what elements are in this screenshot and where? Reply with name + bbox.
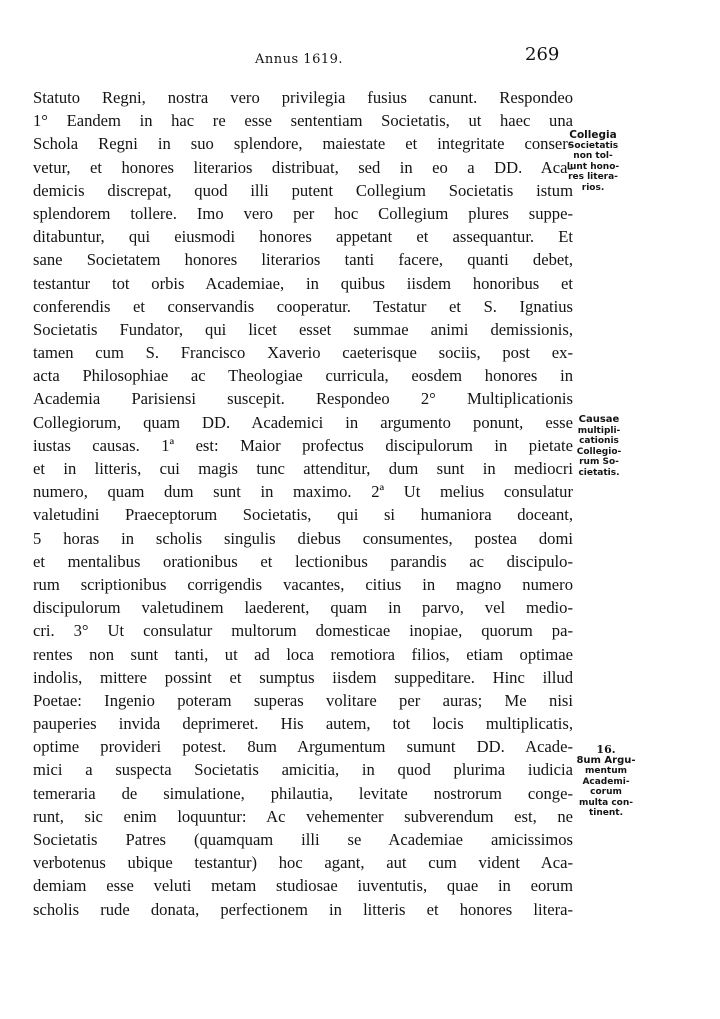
marginal-note-argumentum — [575, 745, 637, 819]
marginal-note-line: multipli- — [577, 425, 621, 436]
text-line: cri. 3° Ut consulatur multorum domesticae inopiae, quorum pa- — [33, 621, 573, 641]
marginal-note-line: 8um Argu- — [576, 754, 636, 766]
marginal-note-line: tinent. — [588, 808, 624, 818]
text-line: Statuto Regni, nostra vero privilegia fusius canunt. Respondeo — [33, 88, 573, 107]
text-line: 1° Eandem in hac re esse sententiam Societatis, ut haec una — [33, 111, 573, 131]
text-line: tamen cum S. Francisco Xaverio caeterisque sociis, post ex- — [33, 343, 573, 363]
body-text — [33, 86, 573, 921]
text-line: conferendis et conservandis cooperatur. Testatur et S. Ignatius — [33, 296, 573, 316]
marginal-note-line: Causae — [578, 414, 620, 425]
text-line: sane Societatem honores literarios tanti facere, quanti debet, — [33, 250, 573, 270]
text-line: Schola Regni in suo splendore, maiestate et integritate conser- — [33, 134, 573, 154]
marginal-note-line: res litera- — [568, 172, 618, 182]
text-line: verbotenus ubique testantur) hoc agant, aut cum vident Aca- — [33, 853, 573, 873]
marginal-note-line: Collegio- — [576, 446, 622, 457]
text-line: et mentalibus orationibus et lectionibus parandis ac discipulo- — [33, 551, 573, 571]
text-line: Societatis Fundator, qui licet esset summae animi demissionis, — [33, 319, 573, 339]
text-line: rum scriptionibus corrigendis vacantes, citius in magno numero — [33, 574, 573, 594]
text-line: testantur tot orbis Academiae, in quibus iisdem honoribus et — [33, 273, 573, 293]
text-line: discipulorum valetudinem laederent, quam in parvo, vel medio- — [33, 598, 573, 618]
text-line: runt, sic enim loquuntur: Ac vehementer subverendum est, ne — [33, 806, 573, 826]
marginal-note-line: non tol- — [573, 151, 613, 161]
text-line: scholis rude donata, perfectionem in litteris et honores litera- — [33, 899, 573, 919]
text-line: iustas causas. 1ª est: Maior profectus discipulorum in pietate — [33, 435, 573, 455]
text-line: Societatis Patres (quamquam illi se Academiae amicissimos — [33, 830, 573, 849]
text-line: indolis, mittere possint et sumptus iisdem suppeditare. Hinc illud — [33, 667, 573, 687]
marginal-note-line: multa con- — [578, 797, 634, 808]
text-line: ditabuntur, qui eiusmodi honores appetant et assequantur. Et — [33, 227, 573, 247]
text-line: optime provideri potest. 8um Argumentum sumunt DD. Acade- — [33, 737, 573, 757]
text-line: acta Philosophiae ac Theologiae curricula, eosdem honores in — [33, 366, 573, 386]
text-line: numero, quam dum sunt in maximo. 2ª Ut melius consulatur — [33, 482, 573, 502]
text-line: et in litteris, cui magis tunc attenditur, dum sunt in mediocri — [33, 459, 573, 478]
marginal-note-line: corum — [590, 787, 622, 797]
text-line: Poetae: Ingenio poteram superas volitare per auras; Me nisi — [33, 690, 573, 710]
text-line: 5 horas in scholis singulis diebus consumentes, postea domi — [33, 528, 573, 548]
text-line: vetur, et honores literarios distribuat, sed in eo a DD. Aca- — [33, 157, 573, 177]
text-line: Collegiorum, quam DD. Academici in argumento ponunt, esse — [33, 412, 573, 432]
marginal-note-line: cietatis. — [578, 467, 620, 478]
marginal-note-line: rum So- — [579, 457, 619, 467]
text-line: splendorem tollere. Imo vero per hoc Collegium plures suppe- — [33, 203, 573, 223]
text-line: pauperies invida deprimeret. His autem, tot locis multiplicatis, — [33, 714, 573, 734]
page-number: 269 — [525, 44, 560, 65]
marginal-note-line: rios. — [581, 182, 605, 193]
marginal-note-line: lunt hono- — [566, 161, 620, 172]
page-header — [30, 44, 560, 74]
text-line: temeraria de simulatione, philautia, levitate nostrorum conge- — [33, 783, 573, 803]
text-line: mici a suspecta Societatis amicitia, in quod plurima iudicia — [33, 760, 573, 780]
marginal-note-line: mentum — [585, 766, 627, 776]
text-line: valetudini Praeceptorum Societatis, qui si humaniora doceant, — [33, 505, 573, 525]
marginal-note-causae — [568, 415, 630, 478]
marginal-note-number: 16. — [596, 743, 616, 756]
marginal-note-line: Collegia — [569, 129, 617, 141]
marginal-note-line: Academi- — [582, 776, 630, 787]
text-line: demicis discrepat, quod illi putent Collegium Societatis istum — [33, 180, 573, 200]
text-line: demiam esse veluti metam studiosae iuventutis, quae in eorum — [33, 876, 573, 896]
marginal-note-line: Societatis — [567, 140, 619, 151]
running-head: Annus 1619. — [255, 52, 344, 67]
text-line: rentes non sunt tanti, ut ad loca remotiora filios, etiam optimae — [33, 644, 573, 664]
marginal-note-line: cationis — [579, 436, 619, 446]
marginal-note-collegia — [562, 130, 624, 193]
text-line: Academia Parisiensi suscepit. Respondeo 2° Multiplicationis — [33, 389, 573, 409]
